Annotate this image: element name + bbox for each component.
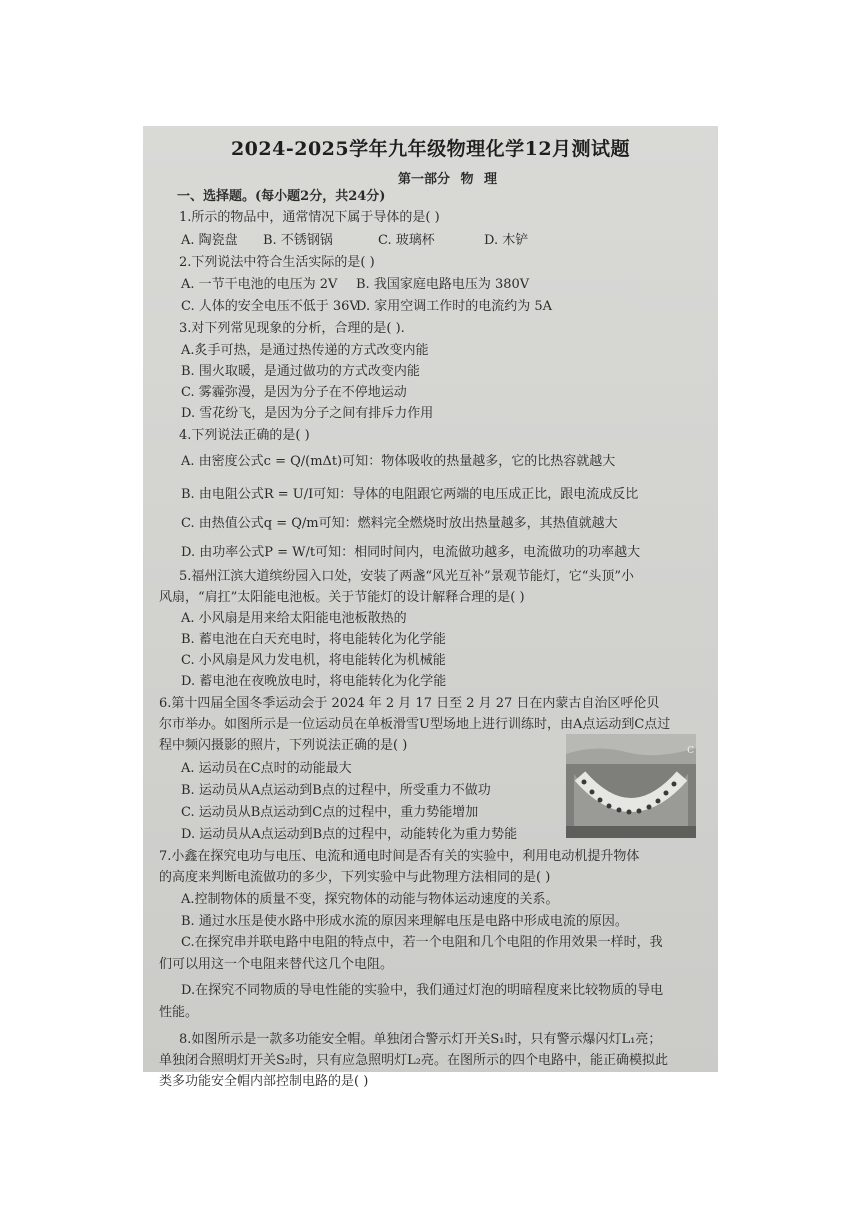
- q2-option-d: D. 家用空调工作时的电流约为 5A: [356, 299, 553, 314]
- q2-option-b: B. 我国家庭电路电压为 380V: [356, 277, 530, 292]
- q7-option-d-line1: D.在探究不同物质的导电性能的实验中，我们通过灯泡的明暗程度来比较物质的导电: [181, 983, 664, 998]
- q2-option-a: A. 一节干电池的电压为 2V: [181, 277, 338, 292]
- snowboard-photo-graphic: [566, 734, 696, 838]
- q3-option-c: C. 雾霾弥漫，是因为分子在不停地运动: [181, 385, 407, 400]
- q3-option-d: D. 雪花纷飞，是因为分子之间有排斥力作用: [181, 406, 434, 421]
- photo-point-c-label: C: [687, 746, 694, 756]
- q1-option-c: C. 玻璃杯: [378, 233, 435, 248]
- q4-option-b: B. 由电阻公式R = U/I可知：导体的电阻跟它两端的电压成正比，跟电流成反比: [181, 487, 639, 502]
- q7-option-a: A.控制物体的质量不变，探究物体的动能与物体运动速度的关系。: [181, 892, 559, 907]
- q7-stem-line2: 的高度来判断电流做功的多少，下列实验中与此物理方法相同的是( ): [159, 870, 551, 885]
- q6-stem-line3: 程中频闪摄影的照片，下列说法正确的是( ): [159, 738, 408, 753]
- q6-option-c: C. 运动员从B点运动到C点的过程中，重力势能增加: [181, 805, 479, 820]
- q5-option-c: C. 小风扇是风力发电机，将电能转化为机械能: [181, 653, 446, 668]
- q5-option-a: A. 小风扇是用来给太阳能电池板散热的: [181, 611, 407, 626]
- q3-option-a: A.炙手可热，是通过热传递的方式改变内能: [181, 343, 429, 358]
- q2-options-row1: [181, 276, 529, 294]
- section-heading: 一、选择题。(每小题2分，共24分): [177, 189, 386, 204]
- q8-stem-line2: 单独闭合照明灯开关S₂时，只有应急照明灯L₂亮。在图所示的四个电路中，能正确模拟此: [159, 1053, 668, 1068]
- q1-option-a: A. 陶瓷盘: [181, 233, 238, 248]
- q7-option-c-line2: 们可以用这一个电阻来替代这几个电阻。: [159, 957, 394, 972]
- q1-option-d: D. 木铲: [484, 233, 529, 248]
- q5-stem-line1: 5.福州江滨大道缤纷园入口处，安装了两盏“风光互补”景观节能灯，它“头顶”小: [179, 569, 634, 584]
- q6-stem-line2: 尔市举办。如图所示是一位运动员在单板滑雪U型场地上进行训练时，由A点运动到C点过: [159, 717, 671, 732]
- q7-option-c-line1: C.在探究串并联电路中电阻的特点中，若一个电阻和几个电阻的作用效果一样时，我: [181, 935, 663, 950]
- q1-options: [181, 232, 528, 250]
- q2-options-row2: [181, 298, 552, 316]
- q5-stem-line2: 风扇，“肩扛”太阳能电池板。关于节能灯的设计解释合理的是( ): [159, 590, 525, 605]
- q7-option-d-line2: 性能。: [159, 1005, 199, 1020]
- q6-option-b: B. 运动员从A点运动到B点的过程中，所受重力不做功: [181, 783, 491, 798]
- q3-stem: 3.对下列常见现象的分析，合理的是( ).: [179, 321, 405, 336]
- q7-option-b: B. 通过水压是使水路中形成水流的原因来理解电压是电路中形成电流的原因。: [181, 914, 628, 929]
- q6-option-d: D. 运动员从A点运动到B点的过程中，动能转化为重力势能: [181, 827, 518, 842]
- q7-stem-line1: 7.小鑫在探究电功与电压、电流和通电时间是否有关的实验中，利用电动机提升物体: [159, 849, 640, 864]
- q5-option-b: B. 蓄电池在白天充电时，将电能转化为化学能: [181, 632, 446, 647]
- q1-option-b: B. 不锈钢锅: [263, 233, 333, 248]
- q1-stem: 1.所示的物品中，通常情况下属于导体的是( ): [179, 210, 440, 225]
- q8-stem-line1: 8.如图所示是一款多功能安全帽。单独闭合警示灯开关S₁时，只有警示爆闪灯L₁亮；: [179, 1032, 662, 1047]
- q2-stem: 2.下列说法中符合生活实际的是( ): [179, 255, 375, 270]
- exam-paper: [143, 126, 718, 1089]
- q4-stem: 4.下列说法正确的是( ): [179, 428, 310, 443]
- snowboard-photo: [566, 734, 696, 838]
- q6-stem-line1: 6.第十四届全国冬季运动会于 2024 年 2 月 17 日至 2 月 27 日在内蒙古自治区呼伦贝: [159, 696, 660, 711]
- q4-option-d: D. 由功率公式P = W/t可知：相同时间内，电流做功越多，电流做功的功率越大: [181, 545, 641, 560]
- q6-option-a: A. 运动员在C点时的动能最大: [181, 761, 352, 776]
- q2-option-c: C. 人体的安全电压不低于 36V: [181, 299, 359, 314]
- q4-option-c: C. 由热值公式q = Q/m可知：燃料完全燃烧时放出热量越多，其热值就越大: [181, 516, 618, 531]
- q5-option-d: D. 蓄电池在夜晚放电时，将电能转化为化学能: [181, 674, 447, 689]
- q3-option-b: B. 围火取暖，是通过做功的方式改变内能: [181, 364, 420, 379]
- exam-title: 2024-2025学年九年级物理化学12月测试题: [230, 138, 631, 160]
- q8-stem-line3: 类多功能安全帽内部控制电路的是( ): [159, 1074, 369, 1089]
- q4-option-a: A. 由密度公式c = Q/(mΔt)可知：物体吸收的热量越多，它的比热容就越大: [181, 454, 616, 469]
- part-heading: 第一部分 物 理: [398, 172, 498, 187]
